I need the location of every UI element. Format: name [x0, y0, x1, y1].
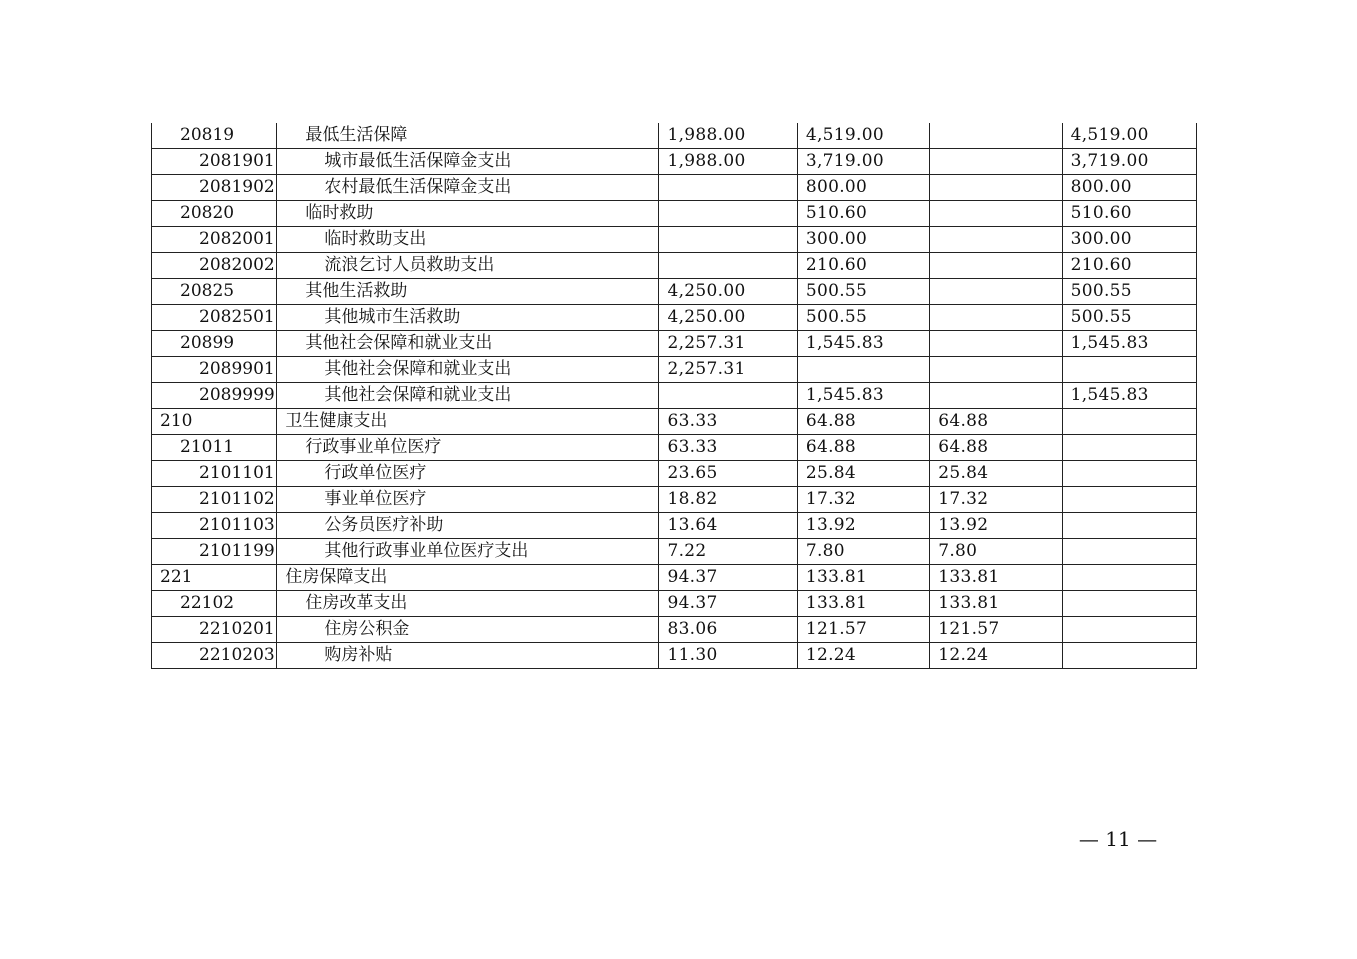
account-code-cell: 2210203	[152, 643, 277, 669]
amount-cell-1: 94.37	[659, 565, 797, 591]
account-code-cell: 2101101	[152, 461, 277, 487]
table-row	[152, 279, 1197, 305]
table-row	[152, 227, 1197, 253]
account-code-cell: 221	[152, 565, 277, 591]
amount-cell-4: 510.60	[1062, 201, 1196, 227]
account-code-cell: 2081901	[152, 149, 277, 175]
account-code-cell: 2101199	[152, 539, 277, 565]
amount-cell-4: 500.55	[1062, 305, 1196, 331]
amount-cell-2: 800.00	[797, 175, 929, 201]
amount-cell-3: 64.88	[930, 435, 1062, 461]
table-row	[152, 123, 1197, 149]
account-code-cell: 21011	[152, 435, 277, 461]
amount-cell-4	[1062, 357, 1196, 383]
account-code-cell: 20819	[152, 123, 277, 149]
account-code-cell: 20825	[152, 279, 277, 305]
amount-cell-1	[659, 227, 797, 253]
amount-cell-1: 63.33	[659, 409, 797, 435]
amount-cell-1	[659, 175, 797, 201]
amount-cell-1: 11.30	[659, 643, 797, 669]
table-row	[152, 617, 1197, 643]
amount-cell-1: 2,257.31	[659, 357, 797, 383]
table-row	[152, 435, 1197, 461]
amount-cell-3: 121.57	[930, 617, 1062, 643]
amount-cell-2: 500.55	[797, 279, 929, 305]
account-name-cell: 公务员医疗补助	[277, 513, 659, 539]
amount-cell-3	[930, 357, 1062, 383]
amount-cell-3: 133.81	[930, 591, 1062, 617]
account-code-cell: 2089999	[152, 383, 277, 409]
amount-cell-1: 7.22	[659, 539, 797, 565]
amount-cell-3	[930, 279, 1062, 305]
account-name-cell: 临时救助	[277, 201, 659, 227]
amount-cell-1: 94.37	[659, 591, 797, 617]
amount-cell-3	[930, 227, 1062, 253]
amount-cell-1: 2,257.31	[659, 331, 797, 357]
amount-cell-2: 17.32	[797, 487, 929, 513]
table-row	[152, 149, 1197, 175]
account-code-cell: 210	[152, 409, 277, 435]
table-row	[152, 175, 1197, 201]
account-name-cell: 其他社会保障和就业支出	[277, 357, 659, 383]
account-name-cell: 流浪乞讨人员救助支出	[277, 253, 659, 279]
amount-cell-4: 800.00	[1062, 175, 1196, 201]
amount-cell-4: 500.55	[1062, 279, 1196, 305]
amount-cell-3	[930, 201, 1062, 227]
account-name-cell: 其他城市生活救助	[277, 305, 659, 331]
amount-cell-3	[930, 383, 1062, 409]
table-row	[152, 461, 1197, 487]
table-row	[152, 643, 1197, 669]
amount-cell-1: 4,250.00	[659, 279, 797, 305]
account-name-cell: 行政单位医疗	[277, 461, 659, 487]
amount-cell-2: 1,545.83	[797, 383, 929, 409]
amount-cell-1	[659, 201, 797, 227]
account-name-cell: 住房改革支出	[277, 591, 659, 617]
amount-cell-3: 17.32	[930, 487, 1062, 513]
amount-cell-4	[1062, 435, 1196, 461]
amount-cell-4	[1062, 539, 1196, 565]
amount-cell-4	[1062, 487, 1196, 513]
account-name-cell: 农村最低生活保障金支出	[277, 175, 659, 201]
table-row	[152, 591, 1197, 617]
amount-cell-2: 64.88	[797, 435, 929, 461]
amount-cell-3	[930, 175, 1062, 201]
amount-cell-4	[1062, 409, 1196, 435]
account-name-cell: 其他生活救助	[277, 279, 659, 305]
budget-expenditure-table	[151, 123, 1197, 669]
amount-cell-1	[659, 253, 797, 279]
account-code-cell: 20820	[152, 201, 277, 227]
amount-cell-4: 1,545.83	[1062, 383, 1196, 409]
amount-cell-4	[1062, 643, 1196, 669]
amount-cell-4: 4,519.00	[1062, 123, 1196, 149]
account-code-cell: 20899	[152, 331, 277, 357]
amount-cell-1: 4,250.00	[659, 305, 797, 331]
account-name-cell: 行政事业单位医疗	[277, 435, 659, 461]
amount-cell-3	[930, 149, 1062, 175]
account-code-cell: 2101103	[152, 513, 277, 539]
account-name-cell: 住房公积金	[277, 617, 659, 643]
account-name-cell: 城市最低生活保障金支出	[277, 149, 659, 175]
amount-cell-3: 7.80	[930, 539, 1062, 565]
amount-cell-2: 210.60	[797, 253, 929, 279]
amount-cell-3: 64.88	[930, 409, 1062, 435]
amount-cell-2: 7.80	[797, 539, 929, 565]
amount-cell-4	[1062, 591, 1196, 617]
account-name-cell: 最低生活保障	[277, 123, 659, 149]
amount-cell-2: 133.81	[797, 565, 929, 591]
account-code-cell: 22102	[152, 591, 277, 617]
amount-cell-1: 63.33	[659, 435, 797, 461]
amount-cell-2: 510.60	[797, 201, 929, 227]
account-name-cell: 住房保障支出	[277, 565, 659, 591]
amount-cell-4: 210.60	[1062, 253, 1196, 279]
table-row	[152, 487, 1197, 513]
amount-cell-2	[797, 357, 929, 383]
amount-cell-2: 300.00	[797, 227, 929, 253]
account-name-cell: 其他社会保障和就业支出	[277, 331, 659, 357]
amount-cell-1: 1,988.00	[659, 149, 797, 175]
table-row	[152, 383, 1197, 409]
amount-cell-1: 23.65	[659, 461, 797, 487]
account-name-cell: 其他社会保障和就业支出	[277, 383, 659, 409]
amount-cell-3	[930, 331, 1062, 357]
amount-cell-3: 25.84	[930, 461, 1062, 487]
table-row	[152, 513, 1197, 539]
amount-cell-1: 83.06	[659, 617, 797, 643]
table-row	[152, 565, 1197, 591]
amount-cell-4: 300.00	[1062, 227, 1196, 253]
amount-cell-3: 12.24	[930, 643, 1062, 669]
amount-cell-2: 13.92	[797, 513, 929, 539]
amount-cell-2: 500.55	[797, 305, 929, 331]
amount-cell-4: 1,545.83	[1062, 331, 1196, 357]
account-name-cell: 临时救助支出	[277, 227, 659, 253]
account-name-cell: 其他行政事业单位医疗支出	[277, 539, 659, 565]
amount-cell-2: 12.24	[797, 643, 929, 669]
amount-cell-3	[930, 305, 1062, 331]
account-name-cell: 购房补贴	[277, 643, 659, 669]
amount-cell-4	[1062, 461, 1196, 487]
account-code-cell: 2082001	[152, 227, 277, 253]
amount-cell-4	[1062, 513, 1196, 539]
table-row	[152, 409, 1197, 435]
table-row	[152, 201, 1197, 227]
amount-cell-4	[1062, 617, 1196, 643]
amount-cell-2: 121.57	[797, 617, 929, 643]
amount-cell-3	[930, 123, 1062, 149]
amount-cell-3: 13.92	[930, 513, 1062, 539]
amount-cell-1: 1,988.00	[659, 123, 797, 149]
amount-cell-4	[1062, 565, 1196, 591]
account-name-cell: 卫生健康支出	[277, 409, 659, 435]
amount-cell-1: 18.82	[659, 487, 797, 513]
amount-cell-1: 13.64	[659, 513, 797, 539]
account-name-cell: 事业单位医疗	[277, 487, 659, 513]
account-code-cell: 2081902	[152, 175, 277, 201]
table-row	[152, 357, 1197, 383]
table-row	[152, 305, 1197, 331]
table-row	[152, 539, 1197, 565]
table-row	[152, 253, 1197, 279]
page-number: — 11 —	[1078, 827, 1158, 851]
amount-cell-1	[659, 383, 797, 409]
amount-cell-2: 4,519.00	[797, 123, 929, 149]
amount-cell-3	[930, 253, 1062, 279]
table-row	[152, 331, 1197, 357]
account-code-cell: 2101102	[152, 487, 277, 513]
amount-cell-2: 25.84	[797, 461, 929, 487]
account-code-cell: 2082002	[152, 253, 277, 279]
account-code-cell: 2210201	[152, 617, 277, 643]
amount-cell-2: 64.88	[797, 409, 929, 435]
amount-cell-4: 3,719.00	[1062, 149, 1196, 175]
amount-cell-2: 133.81	[797, 591, 929, 617]
amount-cell-2: 3,719.00	[797, 149, 929, 175]
amount-cell-3: 133.81	[930, 565, 1062, 591]
account-code-cell: 2082501	[152, 305, 277, 331]
account-code-cell: 2089901	[152, 357, 277, 383]
amount-cell-2: 1,545.83	[797, 331, 929, 357]
table-body	[152, 123, 1197, 669]
